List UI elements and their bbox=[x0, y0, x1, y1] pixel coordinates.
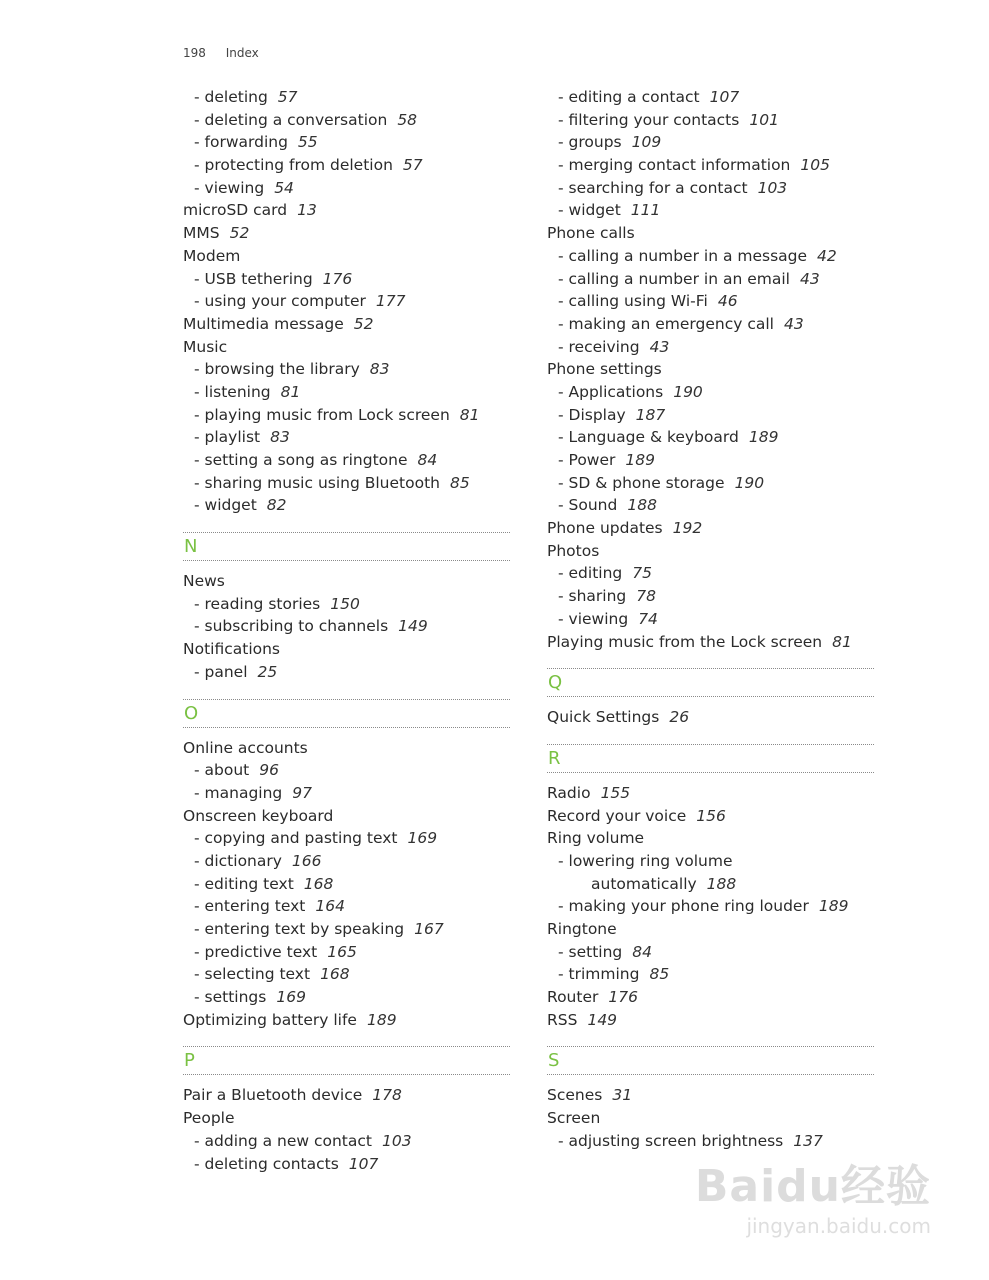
index-term: - lowering ring volume bbox=[558, 851, 733, 870]
page-reference[interactable]: 189 bbox=[748, 428, 779, 447]
index-term: - settings bbox=[194, 988, 267, 1007]
index-term: - selecting text bbox=[194, 965, 311, 984]
index-subentry bbox=[183, 986, 510, 1009]
index-subentry bbox=[183, 381, 510, 404]
index-entry bbox=[547, 358, 874, 381]
page-reference[interactable]: 111 bbox=[630, 201, 661, 220]
index-subentry bbox=[183, 941, 510, 964]
index-entry bbox=[183, 638, 510, 661]
index-subentry bbox=[547, 131, 874, 154]
page-reference[interactable]: 165 bbox=[327, 942, 357, 961]
page-reference[interactable]: 149 bbox=[587, 1010, 618, 1029]
index-term: - listening bbox=[194, 382, 271, 401]
index-term: News bbox=[183, 572, 225, 591]
page-reference[interactable]: 169 bbox=[276, 988, 306, 1007]
index-term: - adding a new contact bbox=[194, 1131, 372, 1150]
page-reference[interactable]: 188 bbox=[706, 874, 737, 893]
page-reference[interactable]: 13 bbox=[297, 201, 317, 220]
index-subentry bbox=[183, 873, 510, 896]
page-reference[interactable]: 189 bbox=[625, 451, 655, 469]
index-subentry bbox=[183, 131, 510, 154]
index-subentry bbox=[183, 154, 510, 177]
index-entry bbox=[547, 540, 874, 563]
index-entry bbox=[547, 805, 874, 828]
index-term: - editing text bbox=[194, 874, 294, 893]
index-term: - editing a contact bbox=[558, 88, 700, 106]
watermark-logo: Baidu经验 bbox=[694, 1161, 931, 1212]
page-reference[interactable]: 107 bbox=[709, 88, 740, 106]
page-reference[interactable]: 155 bbox=[600, 783, 631, 802]
page-reference[interactable]: 85 bbox=[649, 965, 670, 984]
index-term: - Power bbox=[558, 451, 616, 469]
page-reference[interactable]: 46 bbox=[717, 292, 738, 311]
index-entry bbox=[183, 313, 510, 336]
index-subentry bbox=[183, 449, 510, 472]
index-term: - entering text by speaking bbox=[194, 920, 405, 938]
index-term: - sharing bbox=[558, 587, 627, 606]
index-term: - merging contact information bbox=[558, 156, 791, 175]
index-subentry bbox=[547, 1130, 874, 1153]
index-term: - deleting contacts bbox=[194, 1154, 339, 1173]
index-term: Phone updates bbox=[547, 519, 663, 538]
index-subentry bbox=[547, 199, 874, 222]
index-letter-heading: O bbox=[183, 699, 510, 728]
index-term: - setting bbox=[558, 942, 623, 961]
page-reference[interactable]: 85 bbox=[449, 473, 470, 492]
page-header bbox=[183, 46, 259, 60]
index-subentry bbox=[547, 941, 874, 964]
index-subentry bbox=[183, 615, 510, 638]
index-term: Quick Settings bbox=[547, 708, 660, 727]
index-term: - managing bbox=[194, 783, 283, 802]
page-number: 198 bbox=[183, 46, 206, 60]
page-reference[interactable]: 192 bbox=[672, 519, 703, 538]
index-term: Photos bbox=[547, 541, 600, 560]
page-reference[interactable]: 177 bbox=[375, 292, 406, 311]
index-subentry bbox=[183, 268, 510, 291]
index-subentry bbox=[183, 782, 510, 805]
index-term: - calling using Wi-Fi bbox=[558, 292, 708, 311]
page-reference[interactable]: 168 bbox=[303, 874, 334, 893]
page-reference[interactable]: 84 bbox=[417, 451, 438, 469]
index-entry bbox=[183, 1084, 510, 1107]
index-subentry bbox=[547, 426, 874, 449]
page-reference[interactable]: 178 bbox=[372, 1086, 402, 1105]
index-term: - receiving bbox=[558, 337, 640, 356]
index-term: Modem bbox=[183, 246, 241, 265]
index-subentry bbox=[547, 608, 874, 631]
index-term: Phone settings bbox=[547, 360, 662, 379]
index-term: - viewing bbox=[558, 609, 629, 628]
index-term: - groups bbox=[558, 133, 622, 152]
index-letter-heading: N bbox=[183, 532, 510, 561]
page-reference[interactable]: 176 bbox=[322, 269, 353, 288]
page-reference[interactable]: 190 bbox=[734, 473, 765, 492]
index-term: RSS bbox=[547, 1010, 578, 1029]
index-term: - using your computer bbox=[194, 292, 366, 311]
page-reference[interactable]: 83 bbox=[369, 360, 390, 379]
page-reference[interactable]: 190 bbox=[673, 382, 703, 401]
index-column-right bbox=[547, 86, 874, 1153]
page-reference[interactable]: 82 bbox=[266, 496, 287, 515]
index-term: automatically bbox=[591, 874, 697, 893]
page-reference[interactable]: 109 bbox=[631, 133, 662, 152]
index-entry bbox=[183, 1009, 510, 1032]
index-subentry bbox=[547, 562, 874, 585]
index-term: - playlist bbox=[194, 428, 261, 447]
index-term: - widget bbox=[558, 201, 621, 220]
page-reference[interactable]: 84 bbox=[632, 942, 652, 961]
page-reference[interactable]: 96 bbox=[259, 761, 279, 780]
index-term: - SD & phone storage bbox=[558, 473, 725, 492]
index-subentry bbox=[183, 759, 510, 782]
page-reference[interactable]: 57 bbox=[402, 156, 423, 175]
index-term: Optimizing battery life bbox=[183, 1010, 357, 1029]
index-term: - viewing bbox=[194, 178, 265, 197]
index-letter-heading: Q bbox=[547, 668, 874, 697]
index-subentry bbox=[183, 850, 510, 873]
index-subentry bbox=[547, 245, 874, 268]
index-term: Scenes bbox=[547, 1086, 603, 1105]
page-reference[interactable]: 78 bbox=[636, 587, 656, 606]
index-subentry bbox=[547, 177, 874, 200]
index-term: - widget bbox=[194, 496, 257, 515]
page-reference[interactable]: 75 bbox=[632, 564, 652, 583]
index-subentry bbox=[183, 86, 510, 109]
page-reference[interactable]: 107 bbox=[348, 1154, 379, 1173]
page-reference[interactable]: 189 bbox=[818, 897, 849, 916]
page-reference[interactable]: 103 bbox=[757, 178, 788, 197]
index-term: - browsing the library bbox=[194, 360, 360, 379]
index-subentry bbox=[547, 449, 874, 472]
index-entry bbox=[547, 1107, 874, 1130]
index-entry bbox=[547, 918, 874, 941]
page-reference[interactable]: 74 bbox=[638, 609, 658, 628]
index-term: People bbox=[183, 1109, 235, 1128]
index-subentry bbox=[183, 827, 510, 850]
index-term: Phone calls bbox=[547, 224, 635, 243]
index-subentry bbox=[183, 472, 510, 495]
page-reference[interactable]: 101 bbox=[749, 110, 779, 129]
index-entry bbox=[183, 336, 510, 359]
index-term: - protecting from deletion bbox=[194, 156, 393, 175]
index-subentry bbox=[547, 873, 874, 896]
index-term: Pair a Bluetooth device bbox=[183, 1086, 363, 1105]
index-entry bbox=[183, 805, 510, 828]
index-subentry bbox=[183, 895, 510, 918]
index-entry bbox=[547, 986, 874, 1009]
index-entry bbox=[547, 1084, 874, 1107]
index-subentry bbox=[547, 850, 874, 873]
page-reference[interactable]: 149 bbox=[398, 617, 428, 636]
index-term: - editing bbox=[558, 564, 623, 583]
page-reference[interactable]: 55 bbox=[297, 133, 318, 152]
index-subentry bbox=[547, 154, 874, 177]
index-term: - trimming bbox=[558, 965, 640, 984]
index-term: - Language & keyboard bbox=[558, 428, 739, 447]
index-subentry bbox=[183, 661, 510, 684]
index-term: - playing music from Lock screen bbox=[194, 405, 450, 424]
index-entry bbox=[547, 517, 874, 540]
index-term: - predictive text bbox=[194, 942, 318, 961]
page-reference[interactable]: 187 bbox=[635, 405, 666, 424]
index-term: - forwarding bbox=[194, 133, 288, 152]
index-entry bbox=[183, 199, 510, 222]
index-term: - Display bbox=[558, 405, 626, 424]
index-entry bbox=[547, 222, 874, 245]
index-term: - making your phone ring louder bbox=[558, 897, 809, 916]
page-reference[interactable]: 52 bbox=[229, 224, 250, 243]
index-term: - filtering your contacts bbox=[558, 110, 740, 129]
index-subentry bbox=[183, 1130, 510, 1153]
header-section-title: Index bbox=[225, 46, 259, 60]
index-term: - entering text bbox=[194, 897, 306, 916]
index-term: Onscreen keyboard bbox=[183, 806, 334, 825]
index-term: - adjusting screen brightness bbox=[558, 1131, 784, 1150]
index-subentry bbox=[547, 313, 874, 336]
index-term: - searching for a contact bbox=[558, 178, 748, 197]
index-subentry bbox=[183, 1153, 510, 1176]
index-term: Playing music from the Lock screen bbox=[547, 632, 823, 651]
index-subentry bbox=[547, 290, 874, 313]
page-reference[interactable]: 31 bbox=[612, 1086, 633, 1105]
page-reference[interactable]: 42 bbox=[817, 246, 837, 265]
index-subentry bbox=[547, 472, 874, 495]
baidu-watermark bbox=[695, 1150, 931, 1238]
page-reference[interactable]: 150 bbox=[330, 594, 360, 613]
index-subentry bbox=[183, 963, 510, 986]
index-term: - Applications bbox=[558, 382, 664, 401]
page-reference[interactable]: 169 bbox=[407, 829, 438, 848]
page-reference[interactable]: 57 bbox=[277, 88, 298, 106]
index-letter-heading: P bbox=[183, 1046, 510, 1075]
page-reference[interactable]: 166 bbox=[291, 851, 322, 870]
page-reference[interactable]: 52 bbox=[353, 314, 374, 333]
index-term: Ringtone bbox=[547, 920, 617, 938]
page-reference[interactable]: 156 bbox=[696, 806, 726, 825]
page-reference[interactable]: 105 bbox=[800, 156, 830, 175]
index-entry bbox=[547, 782, 874, 805]
index-term: microSD card bbox=[183, 201, 288, 220]
page-reference[interactable]: 43 bbox=[649, 337, 670, 356]
index-term: Radio bbox=[547, 783, 591, 802]
index-term: - reading stories bbox=[194, 594, 321, 613]
index-entry bbox=[547, 631, 874, 654]
index-subentry bbox=[547, 494, 874, 517]
index-entry bbox=[183, 737, 510, 760]
index-term: Screen bbox=[547, 1109, 601, 1128]
index-subentry bbox=[547, 404, 874, 427]
index-entry bbox=[547, 1009, 874, 1032]
page-reference[interactable]: 188 bbox=[627, 496, 657, 515]
index-term: Notifications bbox=[183, 640, 281, 659]
index-term: Online accounts bbox=[183, 738, 308, 757]
index-term: - USB tethering bbox=[194, 269, 313, 288]
index-term: Music bbox=[183, 337, 228, 356]
index-term: - sharing music using Bluetooth bbox=[194, 473, 440, 492]
page-reference[interactable]: 103 bbox=[382, 1131, 412, 1150]
index-term: - copying and pasting text bbox=[194, 829, 398, 848]
index-term: Multimedia message bbox=[183, 314, 344, 333]
page-reference[interactable]: 43 bbox=[799, 269, 820, 288]
page-reference[interactable]: 25 bbox=[257, 662, 278, 681]
index-letter-heading: R bbox=[547, 744, 874, 773]
index-letter-heading: S bbox=[547, 1046, 874, 1075]
index-subentry bbox=[183, 109, 510, 132]
index-subentry bbox=[547, 585, 874, 608]
index-term: - Sound bbox=[558, 496, 618, 515]
index-subentry bbox=[183, 593, 510, 616]
page-reference[interactable]: 168 bbox=[320, 965, 350, 984]
index-entry bbox=[183, 1107, 510, 1130]
index-subentry bbox=[183, 404, 510, 427]
watermark-url: jingyan.baidu.com bbox=[746, 1214, 931, 1238]
index-term: - subscribing to channels bbox=[194, 617, 389, 636]
page-reference[interactable]: 81 bbox=[832, 632, 852, 651]
index-term: - calling a number in an email bbox=[558, 269, 790, 288]
index-entry bbox=[183, 245, 510, 268]
page-reference[interactable]: 189 bbox=[366, 1010, 397, 1029]
index-column-left bbox=[183, 86, 510, 1175]
index-subentry bbox=[183, 426, 510, 449]
page-reference[interactable]: 43 bbox=[783, 314, 804, 333]
index-term: Record your voice bbox=[547, 806, 687, 825]
index-subentry bbox=[547, 895, 874, 918]
page-reference[interactable]: 83 bbox=[270, 428, 290, 447]
index-term: - deleting a conversation bbox=[194, 110, 388, 129]
page-reference[interactable]: 137 bbox=[793, 1131, 823, 1150]
index-entry bbox=[183, 222, 510, 245]
page-reference[interactable]: 81 bbox=[280, 382, 301, 401]
index-subentry bbox=[547, 86, 874, 109]
index-subentry bbox=[183, 358, 510, 381]
index-subentry bbox=[183, 290, 510, 313]
index-entry bbox=[183, 570, 510, 593]
index-term: Ring volume bbox=[547, 829, 645, 848]
index-subentry bbox=[547, 268, 874, 291]
index-entry bbox=[547, 706, 874, 729]
index-entry bbox=[547, 827, 874, 850]
index-term: MMS bbox=[183, 224, 220, 243]
page-reference[interactable]: 81 bbox=[459, 405, 480, 424]
index-subentry bbox=[547, 109, 874, 132]
page-reference[interactable]: 26 bbox=[669, 708, 690, 727]
page-reference[interactable]: 58 bbox=[397, 110, 418, 129]
page-reference[interactable]: 167 bbox=[414, 920, 444, 938]
index-subentry bbox=[183, 494, 510, 517]
index-term: - calling a number in a message bbox=[558, 246, 808, 265]
index-subentry bbox=[547, 381, 874, 404]
index-term: - making an emergency call bbox=[558, 314, 774, 333]
index-term: - panel bbox=[194, 662, 248, 681]
index-subentry bbox=[547, 963, 874, 986]
page-reference[interactable]: 176 bbox=[608, 988, 638, 1007]
index-term: - setting a song as ringtone bbox=[194, 451, 408, 469]
page-reference[interactable]: 97 bbox=[292, 783, 312, 802]
index-term: Router bbox=[547, 988, 599, 1007]
index-term: - about bbox=[194, 761, 250, 780]
page-reference[interactable]: 164 bbox=[315, 897, 345, 916]
index-term: - deleting bbox=[194, 88, 268, 106]
index-subentry bbox=[183, 177, 510, 200]
index-subentry bbox=[183, 918, 510, 941]
index-term: - dictionary bbox=[194, 851, 282, 870]
index-subentry bbox=[547, 336, 874, 359]
page-reference[interactable]: 54 bbox=[274, 178, 294, 197]
